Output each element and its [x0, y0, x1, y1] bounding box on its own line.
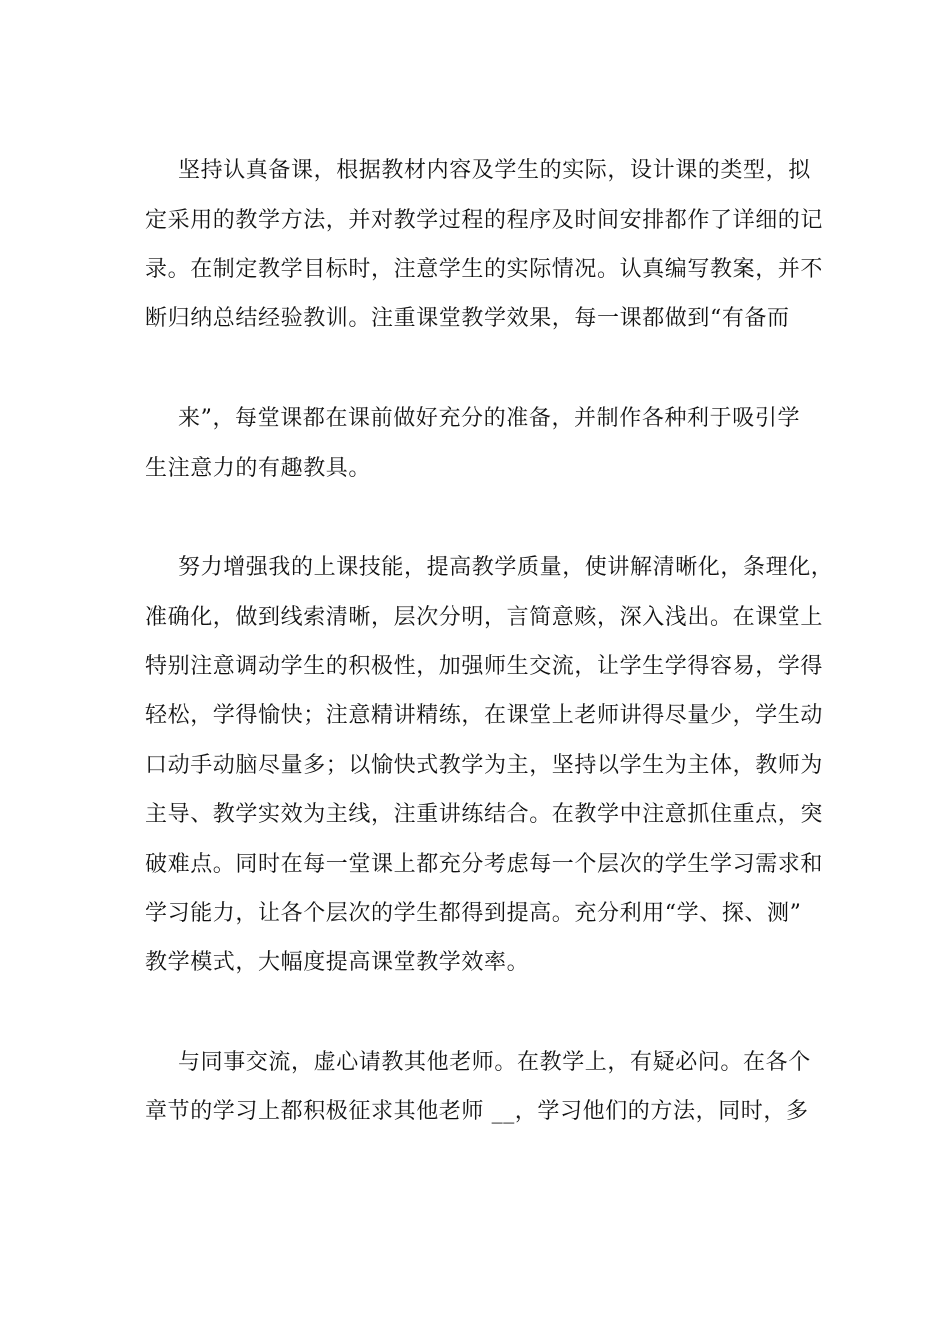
paragraph-line: 断归纳总结经验教训。注重课堂教学效果，每一课都做到“有备而 [145, 306, 790, 331]
paragraph-line: 主导、教学实效为主线，注重讲练结合。在教学中注意抓住重点，突 [145, 802, 824, 827]
paragraph-line: 破难点。同时在每一堂课上都充分考虑每一个层次的学生学习需求和 [145, 852, 824, 877]
paragraph-line: 教学模式，大幅度提高课堂教学效率。 [145, 950, 530, 975]
paragraph-line: 定采用的教学方法，并对教学过程的程序及时间安排都作了详细的记 [145, 208, 824, 233]
paragraph-line: 准确化，做到线索清晰，层次分明，言简意赅，深入浅出。在课堂上 [145, 605, 824, 630]
paragraph-line: 与同事交流，虚心请教其他老师。在教学上，有疑必问。在各个 [178, 1050, 811, 1075]
paragraph-line: 轻松，学得愉快；注意精讲精练，在课堂上老师讲得尽量少，学生动 [145, 703, 824, 728]
paragraph-line: 特别注意调动学生的积极性，加强师生交流，让学生学得容易，学得 [145, 654, 824, 679]
paragraph-line: 口动手动脑尽量多；以愉快式教学为主，坚持以学生为主体，教师为 [145, 753, 824, 778]
paragraph-line: 努力增强我的上课技能，提高教学质量，使讲解清晰化，条理化， [178, 555, 834, 580]
paragraph-line: 录。在制定教学目标时，注意学生的实际情况。认真编写教案，并不 [145, 257, 824, 282]
paragraph-line: 章节的学习上都积极征求其他老师 __，学习他们的方法，同时，多 [145, 1099, 809, 1124]
paragraph-line: 坚持认真备课，根据教材内容及学生的实际，设计课的类型，拟 [178, 158, 811, 183]
paragraph-line: 生注意力的有趣教具。 [145, 456, 372, 481]
paragraph-line: 来”，每堂课都在课前做好充分的准备，并制作各种利于吸引学 [178, 406, 801, 431]
paragraph-line: 学习能力，让各个层次的学生都得到提高。充分利用“学、探、测” [145, 901, 802, 926]
